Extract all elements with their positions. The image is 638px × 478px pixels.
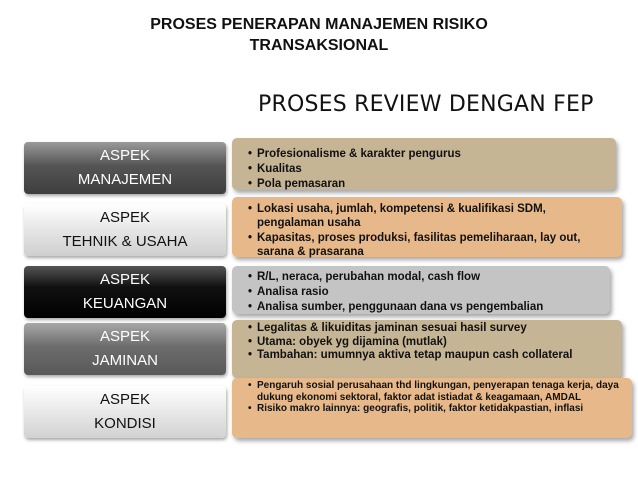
bullet-item: • Pola pemasaran (248, 177, 608, 192)
bullet-item: • Utama: obyek yg dijamina (mutlak) (248, 336, 614, 350)
aspect-label-tehnik-usaha (24, 204, 226, 256)
bullet-item: • Profesionalisme & karakter pengurus (248, 147, 608, 162)
aspect-label-line: ASPEK (99, 271, 151, 288)
bullet-item: • Lokasi usaha, jumlah, kompetensi & kualifikasi SDM, pengalaman usaha (248, 203, 614, 230)
bullet-item: • Risiko makro lainnya: geografis, politik, faktor ketidakpastian, inflasi (248, 403, 624, 415)
aspect-detail-keuangan (232, 266, 610, 314)
bullet-item: • Analisa rasio (248, 285, 602, 300)
aspect-label-line: ASPEK (99, 391, 151, 408)
aspect-label-jaminan (24, 323, 226, 375)
aspect-label-line: KONDISI (94, 415, 156, 432)
bullet-item: • R/L, neraca, perubahan modal, cash flow (248, 270, 602, 285)
aspect-detail-tehnik-usaha (232, 197, 622, 257)
bullet-item: • Analisa sumber, penggunaan dana vs pengembalian (248, 300, 602, 315)
aspect-detail-jaminan (232, 320, 622, 378)
title-line-1: PROSES PENERAPAN MANAJEMEN RISIKO (150, 16, 488, 33)
slide-subtitle: PROSES REVIEW DENGAN FEP (258, 92, 594, 117)
bullet-item: • Kapasitas, proses produksi, fasilitas pemeliharaan, lay out, sarana & prasarana (248, 232, 614, 259)
bullet-item: • Kualitas (248, 162, 608, 177)
title-line-2: TRANSAKSIONAL (249, 37, 389, 54)
slide-title (0, 14, 638, 56)
aspect-label-line: KEUANGAN (82, 295, 168, 312)
bullet-item: • Legalitas & likuiditas jaminan sesuai hasil survey (248, 322, 614, 336)
aspect-label-manajemen (24, 142, 226, 194)
aspect-detail-kondisi (232, 378, 632, 438)
bullet-item: • Pengaruh sosial perusahaan thd lingkungan, penyerapan tenaga kerja, daya dukung ekonomi sektoral, faktor adat istiadat & keagamaan, AMDAL (248, 380, 624, 403)
aspect-detail-manajemen (232, 138, 616, 190)
aspect-label-line: MANAJEMEN (77, 171, 173, 188)
aspect-label-line: JAMINAN (92, 352, 158, 369)
aspect-label-line: ASPEK (99, 328, 151, 345)
aspect-label-line: ASPEK (99, 147, 151, 164)
aspect-label-kondisi (24, 386, 226, 438)
aspect-label-line: ASPEK (99, 209, 151, 226)
aspect-label-line: TEHNIK & USAHA (62, 233, 188, 250)
aspect-label-keuangan (24, 266, 226, 318)
bullet-item: • Tambahan: umumnya aktiva tetap maupun cash collateral (248, 349, 614, 363)
